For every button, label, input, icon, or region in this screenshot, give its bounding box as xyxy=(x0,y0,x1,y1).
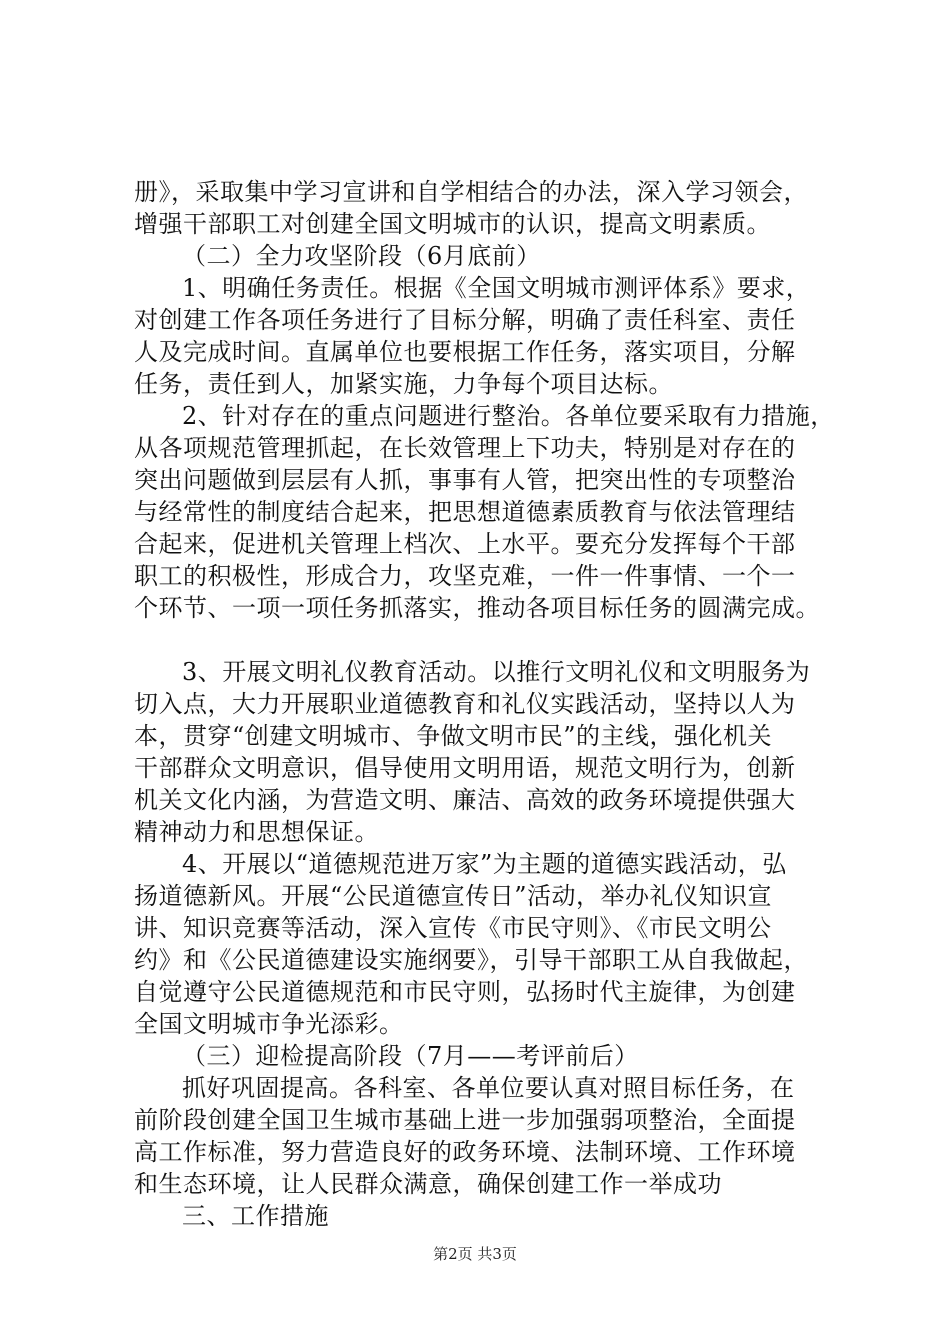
text-line: 增强干部职工对创建全国文明城市的认识，提高文明素质。 xyxy=(134,210,771,238)
text-line: 对创建工作各项任务进行了目标分解，明确了责任科室、责任 xyxy=(134,306,796,334)
text-line: 个环节、一项一项任务抓落实，推动各项目标任务的圆满完成。 xyxy=(134,594,820,622)
section-heading: （三）迎检提高阶段（7月——考评前后） xyxy=(182,1042,639,1070)
text-line: 干部群众文明意识，倡导使用文明用语，规范文明行为，创新 xyxy=(134,754,796,782)
text-line: 切入点，大力开展职业道德教育和礼仪实践活动，坚持以人为 xyxy=(134,690,796,718)
text-line: 前阶段创建全国卫生城市基础上进一步加强弱项整治，全面提 xyxy=(134,1106,796,1134)
text-line: 与经常性的制度结合起来，把思想道德素质教育与依法管理结 xyxy=(134,498,796,526)
text-line: 职工的积极性，形成合力，攻坚克难，一件一件事情、一个一 xyxy=(134,562,796,590)
section-heading: 三、工作措施 xyxy=(182,1202,329,1230)
text-line: 自觉遵守公民道德规范和市民守则，弘扬时代主旋律，为创建 xyxy=(134,978,796,1006)
text-line: 抓好巩固提高。各科室、各单位要认真对照目标任务，在 xyxy=(182,1074,795,1102)
text-line: 册》，采取集中学习宣讲和自学相结合的办法，深入学习领会， xyxy=(134,178,808,206)
text-line: 从各项规范管理抓起，在长效管理上下功夫，特别是对存在的 xyxy=(134,434,796,462)
section-heading: （二）全力攻坚阶段（6月底前） xyxy=(182,242,541,270)
text-line: 扬道德新风。开展“公民道德宣传日”活动，举办礼仪知识宣 xyxy=(134,882,773,910)
text-line: 精神动力和思想保证。 xyxy=(134,818,379,846)
text-line: 约》和《公民道德建设实施纲要》，引导干部职工从自我做起， xyxy=(134,946,808,974)
text-line: 4、开展以“道德规范进万家”为主题的道德实践活动，弘 xyxy=(182,850,787,878)
text-line: 任务，责任到人，加紧实施，力争每个项目达标。 xyxy=(134,370,673,398)
text-line: 讲、知识竞赛等活动，深入宣传《市民守则》、《市民文明公 xyxy=(134,914,772,942)
text-line: 3、开展文明礼仪教育活动。以推行文明礼仪和文明服务为 xyxy=(182,658,811,686)
text-line: 2、针对存在的重点问题进行整治。各单位要采取有力措施， xyxy=(182,402,835,430)
text-line: 人及完成时间。直属单位也要根据工作任务，落实项目，分解 xyxy=(134,338,796,366)
text-line: 高工作标准，努力营造良好的政务环境、法制环境、工作环境 xyxy=(134,1138,796,1166)
page-footer: 第2页 共3页 xyxy=(433,1245,517,1263)
text-line: 合起来，促进机关管理上档次、上水平。要充分发挥每个干部 xyxy=(134,530,796,558)
text-line: 和生态环境，让人民群众满意，确保创建工作一举成功 xyxy=(134,1170,722,1198)
text-line: 本，贯穿“创建文明城市、争做文明市民”的主线，强化机关 xyxy=(134,722,773,750)
text-line: 突出问题做到层层有人抓，事事有人管，把突出性的专项整治 xyxy=(134,466,796,494)
text-line: 1、明确任务责任。根据《全国文明城市测评体系》要求， xyxy=(182,274,811,302)
text-line: 全国文明城市争光添彩。 xyxy=(134,1010,404,1038)
text-line: 机关文化内涵，为营造文明、廉洁、高效的政务环境提供强大 xyxy=(134,786,796,814)
